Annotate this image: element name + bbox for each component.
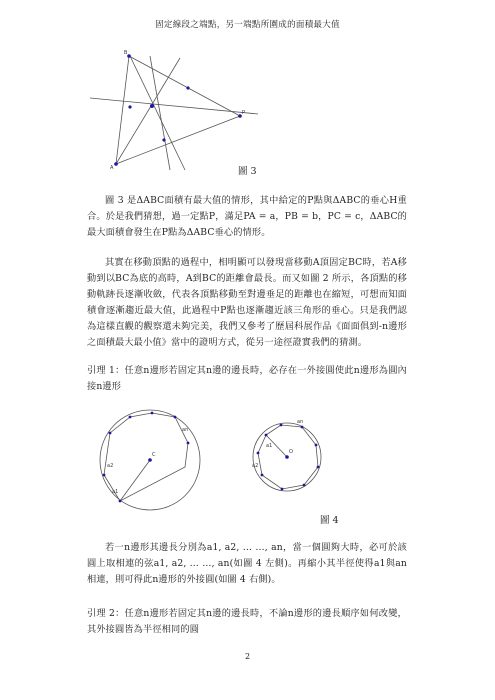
left-label-a1: a1 xyxy=(112,489,119,495)
left-polygon-chords xyxy=(104,413,188,501)
right-vertex-4 xyxy=(315,444,318,447)
lemma-1-text: 引理 1：任意n邊形若固定其n邊的邊長時，必存在一外接圓使此n邊形為圓內接n邊形 xyxy=(87,365,407,392)
paragraph-2-text: 其實在移動頂點的過程中，相明顯可以發現當移動A頂固定BC時，若A移動到以BC為底的高時，A到BC的距離會最長。而又如圖 2 所示，各頂點的移動軌跡長逐漸收斂，代表各頂點移動至對邊垂足的距離也在縮短，可想而知面積會逐漸趨近最大值，此過程中P點也逐漸趨近該三角形的垂心。只是我們認為這樣直觀的觀察還未夠完美，我們又參考了歷屆科展作品《面面俱到-n邊形之面積最大最小值》當中的證明方式，從另一途徑證實我們的猜測。 xyxy=(87,257,407,348)
figure-4-diagram xyxy=(90,405,330,515)
label-p: P xyxy=(242,110,246,116)
left-center-label: C xyxy=(152,452,156,458)
left-vertex-2 xyxy=(129,416,132,419)
lemma-2-text: 引理 2：任意n邊形若固定其n邊的邊長時，不論n邊形的邊長順序如何改變，其外接圓皆為半徑相同的圓 xyxy=(87,608,407,635)
triangle-edge-pa xyxy=(116,116,240,164)
right-label-a1: a1 xyxy=(266,443,273,449)
foot-point-3 xyxy=(162,138,165,141)
left-radius xyxy=(120,460,150,501)
left-vertex-7 xyxy=(103,474,106,477)
right-label-a2: a2 xyxy=(252,463,259,469)
figure-4-caption: 圖 4 xyxy=(320,515,339,526)
left-label-an: an xyxy=(182,427,189,433)
paragraph-4-text: 若一n邊形其邊長分別為a1, a2, … …, an，當一個圓夠大時，必可於該圓上取相連的弦a1, a2, … …, an(如圖 4 左側)。再縮小其半徑使得a1與an相連，則可得此n邊形的外接圓(如圖 4 右側)。 xyxy=(87,542,407,585)
left-vertex-1 xyxy=(109,432,112,435)
right-vertex-3 xyxy=(301,426,304,429)
left-vertex-3 xyxy=(151,412,154,415)
paragraph-1-text: 圖 3 是ΔABC面積有最大值的情形，其中給定的P點與ΔABC的垂心H重合。於是我們猜想，過一定點P，滿足PA = a，PB = b，PC = c，ΔABC的最大面積會發生在P點為ΔABC垂心的情形。 xyxy=(87,195,407,238)
figure-3-caption: 圖 3 xyxy=(238,166,257,177)
lemma-2 xyxy=(87,606,407,638)
altitude-line-3 xyxy=(116,58,180,164)
foot-point-1 xyxy=(186,86,189,89)
paragraph-1 xyxy=(87,193,407,241)
left-label-a2: a2 xyxy=(107,463,114,469)
right-vertex-9 xyxy=(257,452,260,455)
right-center-point xyxy=(285,455,289,459)
right-vertex-5 xyxy=(317,466,320,469)
page-header: 固定線段之端點，另一端點所圍成的面積最大值 xyxy=(155,20,340,30)
orthocenter-point xyxy=(150,104,154,108)
right-vertex-8 xyxy=(261,474,264,477)
vertex-b-point xyxy=(127,54,131,58)
figure-3-diagram xyxy=(90,44,260,172)
foot-point-2 xyxy=(128,105,131,108)
left-vertex-4 xyxy=(174,416,177,419)
left-vertex-6 xyxy=(119,500,122,503)
page-number: 2 xyxy=(244,652,251,661)
label-a: A xyxy=(110,165,114,171)
altitude-line-2 xyxy=(130,56,185,170)
left-vertex-5 xyxy=(187,442,190,445)
right-vertex-2 xyxy=(280,424,283,427)
triangle-edge-ab xyxy=(116,56,129,164)
right-vertex-7 xyxy=(281,488,284,491)
vertex-a-point xyxy=(114,162,118,166)
label-b: B xyxy=(124,50,128,56)
right-center-label: O xyxy=(289,449,293,455)
right-label-an: an xyxy=(297,419,304,425)
left-center-point xyxy=(148,458,152,462)
altitude-line-1 xyxy=(90,98,258,114)
right-vertex-1 xyxy=(265,434,268,437)
right-vertex-6 xyxy=(303,484,306,487)
lemma-1 xyxy=(87,363,407,395)
paragraph-4 xyxy=(87,540,407,588)
paragraph-2 xyxy=(87,255,407,351)
